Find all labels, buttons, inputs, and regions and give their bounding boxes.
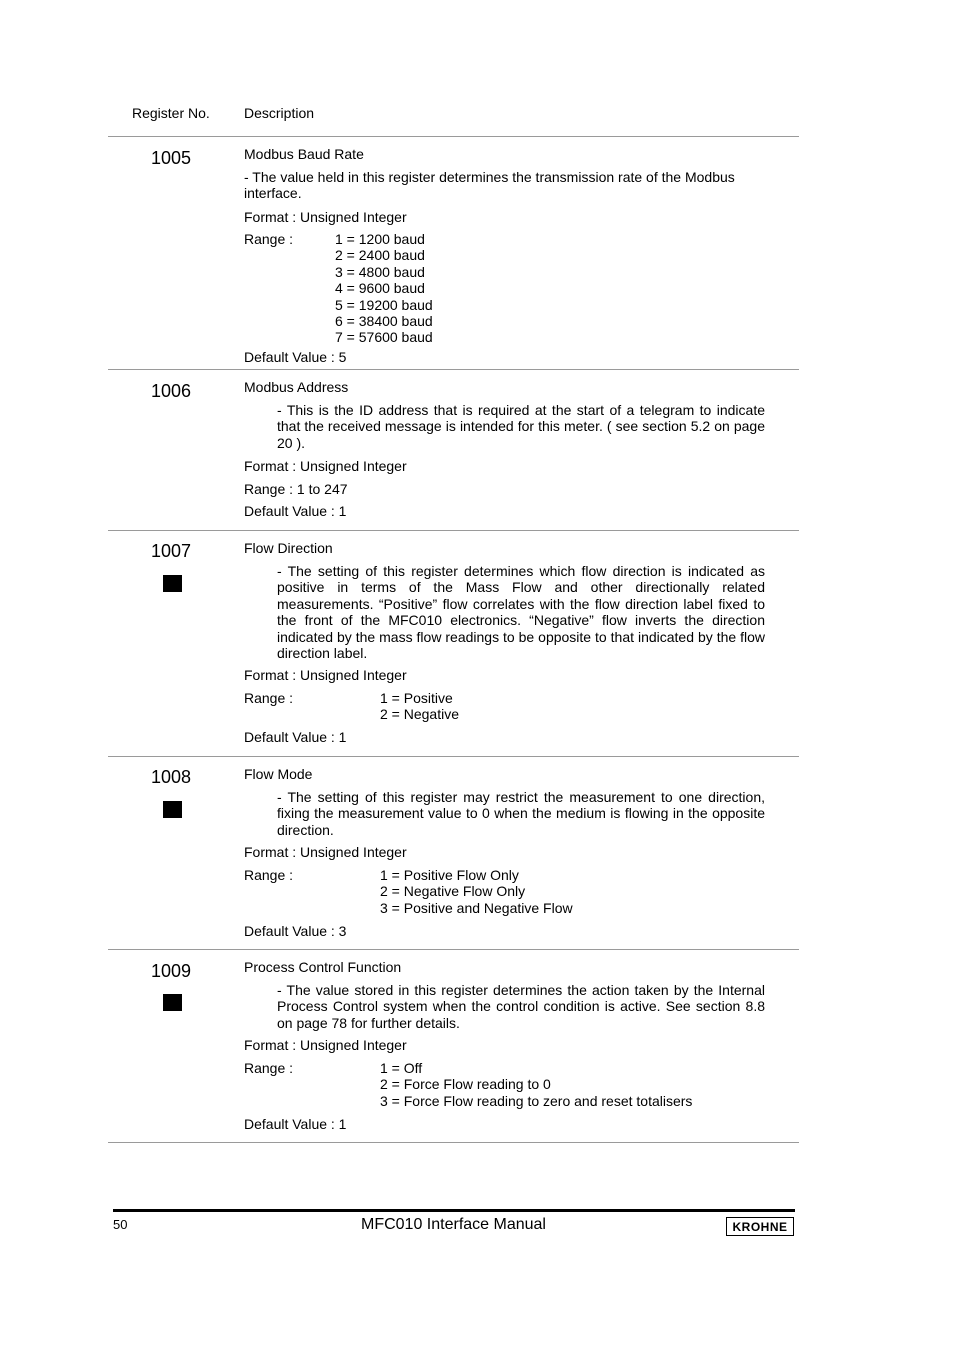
range-item: 1 = Positive Flow Only	[380, 867, 519, 883]
range-item: 2 = Negative Flow Only	[380, 883, 526, 900]
range-list	[380, 867, 573, 916]
register-range: Range : 1 to 247	[244, 481, 348, 497]
range-label: Range :	[244, 690, 294, 706]
range-list	[380, 690, 459, 723]
register-format: Format : Unsigned Integer	[244, 667, 407, 683]
range-label: Range :	[244, 1060, 294, 1076]
divider	[108, 756, 799, 757]
register-number: 1009	[151, 961, 192, 981]
range-item: 4 = 9600 baud	[335, 280, 425, 297]
register-number: 1007	[151, 541, 192, 561]
register-format: Format : Unsigned Integer	[244, 209, 407, 225]
square-marker-icon	[163, 801, 182, 818]
register-format: Format : Unsigned Integer	[244, 1037, 407, 1053]
krohne-logo	[726, 1217, 794, 1236]
register-number: 1006	[151, 381, 192, 401]
range-item: 1 = Positive	[380, 690, 453, 706]
column-header-register: Register No.	[132, 105, 210, 121]
square-marker-icon	[163, 575, 182, 592]
divider	[108, 949, 799, 950]
range-item: 5 = 19200 baud	[335, 296, 433, 313]
register-number: 1005	[151, 148, 192, 168]
range-item: 3 = Force Flow reading to zero and reset totalisers	[380, 1092, 693, 1109]
column-header-description: Description	[244, 105, 315, 121]
register-number: 1008	[151, 767, 192, 787]
range-item: 3 = 4800 baud	[335, 263, 425, 280]
register-default: Default Value : 1	[244, 503, 347, 519]
divider	[108, 530, 799, 531]
register-description: - This is the ID address that is required at the start of a telegram to indicate that the received message is intended for this meter. ( see section 5.2 on page 20 ).	[277, 402, 765, 451]
register-default: Default Value : 3	[244, 923, 347, 939]
register-description: - The value held in this register determines the transmission rate of the Modbus interface.	[244, 169, 735, 202]
footer-rule	[113, 1209, 795, 1212]
range-item: 2 = Force Flow reading to 0	[380, 1076, 551, 1093]
logo-text: KROHNE	[732, 1219, 788, 1234]
square-marker-icon	[163, 994, 182, 1011]
range-item: 1 = 1200 baud	[335, 231, 425, 247]
divider	[108, 369, 799, 370]
range-label: Range :	[244, 231, 294, 247]
register-description: - The value stored in this register determines the action taken by the Internal Process Control system when the control condition is active. See section 8.8 on page 78 for further details.	[277, 982, 765, 1031]
register-title: Modbus Baud Rate	[244, 146, 364, 162]
manual-title: MFC010 Interface Manual	[361, 1216, 546, 1233]
register-title: Flow Direction	[244, 540, 333, 556]
range-item: 6 = 38400 baud	[335, 313, 433, 330]
range-list	[380, 1060, 692, 1109]
range-item: 7 = 57600 baud	[335, 329, 433, 346]
divider	[108, 136, 799, 137]
range-list	[335, 231, 433, 346]
range-label: Range :	[244, 867, 294, 883]
register-default: Default Value : 1	[244, 729, 347, 745]
range-item: 3 = Positive and Negative Flow	[380, 899, 573, 916]
register-description: - The setting of this register determines which flow direction is indicated as positive in terms of the Mass Flow and other directionally related measurements. “Positive” flow correlates with the flow direction label fixed to the front of the MFC010 electronics. “Negative” flow inverts the direction indicated by the mass flow readings to be opposite to that indicated by the flow direction label.	[277, 563, 765, 662]
register-title: Process Control Function	[244, 959, 402, 975]
register-default: Default Value : 1	[244, 1116, 347, 1132]
range-item: 2 = 2400 baud	[335, 247, 425, 264]
register-title: Modbus Address	[244, 379, 349, 395]
register-default: Default Value : 5	[244, 349, 347, 365]
register-description: - The setting of this register may restrict the measurement to one direction, fixing the measurement value to 0 when the medium is flowing in the opposite direction.	[277, 789, 765, 838]
page-number: 50	[113, 1217, 128, 1232]
range-item: 1 = Off	[380, 1060, 423, 1076]
register-format: Format : Unsigned Integer	[244, 458, 407, 474]
divider	[108, 1142, 799, 1143]
register-format: Format : Unsigned Integer	[244, 844, 407, 860]
range-item: 2 = Negative	[380, 706, 459, 723]
register-title: Flow Mode	[244, 766, 313, 782]
